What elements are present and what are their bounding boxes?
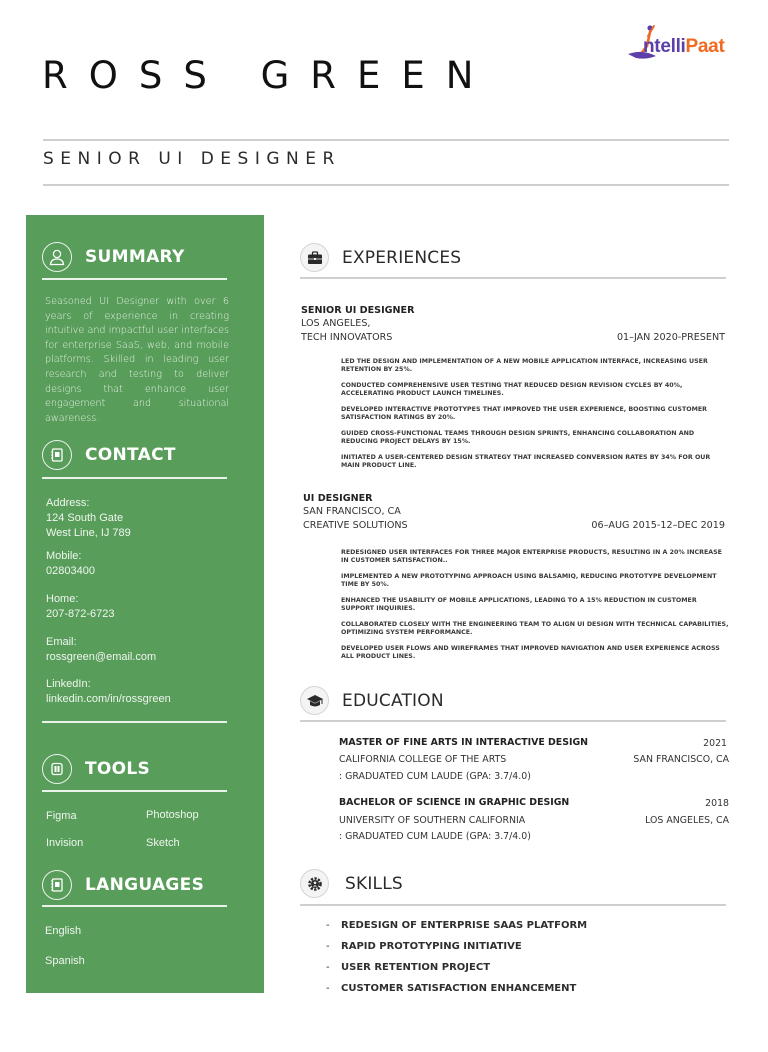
contact-title: CONTACT bbox=[85, 445, 176, 465]
tools-icon bbox=[42, 754, 72, 784]
address-label: Address: bbox=[46, 497, 90, 509]
tool-item: Figma bbox=[46, 810, 77, 822]
achievement-item: INITIATED A USER-CENTERED DESIGN STRATEGY THAT INCREASED CONVERSION RATES BY 34% FOR OUR MAIN PRODUCT LINE. bbox=[341, 454, 711, 470]
candidate-name: ROSS GREEN bbox=[42, 54, 495, 97]
achievement-item: CONDUCTED COMPREHENSIVE USER TESTING THAT REDUCED DESIGN REVISION CYCLES BY 40%, ACCELERATING PRODUCT LAUNCH TIMELINES. bbox=[341, 382, 683, 398]
tools-title: TOOLS bbox=[85, 759, 151, 779]
home-label: Home: bbox=[46, 593, 79, 605]
contact-email bbox=[46, 635, 156, 665]
education-1-school: CALIFORNIA COLLEGE OF THE ARTS bbox=[339, 754, 507, 765]
logo-text bbox=[643, 36, 724, 58]
skill-bullet: - bbox=[326, 941, 330, 952]
job-2-achievements bbox=[341, 549, 731, 669]
summary-divider bbox=[42, 278, 227, 280]
header-divider-top bbox=[43, 139, 729, 141]
achievement-item: REDESIGNED USER INTERFACES FOR THREE MAJOR ENTERPRISE PRODUCTS, RESULTING IN A 20% INCREASE IN CUSTOMER SATISFACTION.. bbox=[341, 549, 722, 565]
achievement-item: GUIDED CROSS-FUNCTIONAL TEAMS THROUGH DESIGN SPRINTS, ENHANCING COLLABORATION AND REDUCING PROJECT DELAYS BY 15%. bbox=[341, 430, 695, 446]
job-2-location: SAN FRANCISCO, CA bbox=[303, 506, 401, 517]
job-1-company: TECH INNOVATORS bbox=[301, 332, 393, 343]
sidebar bbox=[26, 215, 264, 993]
job-1-title: SENIOR UI DESIGNER bbox=[301, 305, 415, 316]
education-2-year: 2018 bbox=[705, 798, 729, 809]
contact-address bbox=[46, 496, 131, 541]
linkedin-label: LinkedIn: bbox=[46, 678, 91, 690]
linkedin-value[interactable]: linkedin.com/in/rossgreen bbox=[46, 693, 171, 705]
skills-heading bbox=[300, 869, 403, 898]
education-2-degree: BACHELOR OF SCIENCE IN GRAPHIC DESIGN bbox=[339, 797, 570, 808]
skill-label: USER RETENTION PROJECT bbox=[341, 962, 491, 973]
job-title-heading: SENIOR UI DESIGNER bbox=[43, 149, 341, 169]
mobile-label: Mobile: bbox=[46, 550, 82, 562]
logo-text-paat: Paat bbox=[685, 36, 725, 57]
address-book-icon bbox=[42, 440, 72, 470]
achievement-item: DEVELOPED USER FLOWS AND WIREFRAMES THAT IMPROVED NAVIGATION AND USER EXPERIENCE ACROSS ALL PRODUCT LINES. bbox=[341, 645, 720, 661]
logo-text-intelli: ntelli bbox=[643, 36, 686, 57]
contact-home bbox=[46, 592, 115, 622]
email-label: Email: bbox=[46, 636, 77, 648]
skills-title: SKILLS bbox=[345, 873, 403, 894]
header-divider-bottom bbox=[43, 184, 729, 186]
education-1-note: : GRADUATED CUM LAUDE (GPA: 3.7/4.0) bbox=[339, 771, 531, 782]
address-line-2: West Line, IJ 789 bbox=[46, 527, 131, 539]
education-heading bbox=[300, 686, 444, 715]
languages-heading bbox=[42, 870, 204, 900]
address-line-1: 124 South Gate bbox=[46, 512, 124, 524]
experiences-heading bbox=[300, 243, 461, 272]
contact-linkedin bbox=[46, 677, 171, 707]
contact-bottom-divider bbox=[42, 721, 227, 723]
skill-item bbox=[326, 983, 576, 994]
languages-divider bbox=[42, 905, 227, 907]
job-1-achievements bbox=[341, 358, 731, 478]
education-1-degree: MASTER OF FINE ARTS IN INTERACTIVE DESIGN bbox=[339, 737, 588, 748]
job-1-location: LOS ANGELES, bbox=[301, 318, 371, 329]
achievement-item: COLLABORATED CLOSELY WITH THE ENGINEERING TEAM TO ALIGN UI DESIGN WITH TECHNICAL CAPABILITIES, OPTIMIZING SYSTEM PERFORMANCE. bbox=[341, 621, 729, 637]
job-2-company: CREATIVE SOLUTIONS bbox=[303, 520, 408, 531]
graduation-cap-icon bbox=[300, 686, 329, 715]
tool-item: Photoshop bbox=[146, 809, 199, 821]
summary-text: Seasoned UI Designer with over 6 years of experience in creating intuitive and impactful user interfaces for enterprise SaaS, web, and mobile platforms. Skilled in leading user research and testing to deliver designs that enhance user engagement and situational awareness. bbox=[45, 296, 229, 424]
skill-label: REDESIGN OF ENTERPRISE SAAS PLATFORM bbox=[341, 920, 588, 931]
job-2-dates: 06–AUG 2015-12–DEC 2019 bbox=[591, 520, 725, 531]
education-2-location: LOS ANGELES, CA bbox=[645, 815, 729, 826]
skill-label: RAPID PROTOTYPING INITIATIVE bbox=[341, 941, 522, 952]
achievement-item: IMPLEMENTED A NEW PROTOTYPING APPROACH USING BALSAMIQ, REDUCING PROTOTYPE DEVELOPMENT TIME BY 50%. bbox=[341, 573, 717, 589]
gear-user-icon bbox=[300, 869, 329, 898]
home-value: 207-872-6723 bbox=[46, 608, 115, 620]
summary-title: SUMMARY bbox=[85, 247, 185, 267]
skill-item bbox=[326, 920, 587, 931]
education-1-year: 2021 bbox=[703, 738, 727, 749]
language-item: Spanish bbox=[45, 955, 85, 967]
intellipaat-logo bbox=[626, 22, 756, 64]
skill-item bbox=[326, 941, 522, 952]
achievement-item: LED THE DESIGN AND IMPLEMENTATION OF A NEW MOBILE APPLICATION INTERFACE, INCREASING USER RETENTION BY 25%. bbox=[341, 358, 708, 374]
education-1-location: SAN FRANCISCO, CA bbox=[633, 754, 729, 765]
language-book-icon bbox=[42, 870, 72, 900]
skill-bullet: - bbox=[326, 983, 330, 994]
tools-heading bbox=[42, 754, 150, 784]
education-title: EDUCATION bbox=[342, 690, 444, 711]
user-icon bbox=[42, 242, 72, 272]
tool-item: Sketch bbox=[146, 837, 180, 849]
achievement-item: ENHANCED THE USABILITY OF MOBILE APPLICATIONS, LEADING TO A 15% REDUCTION IN CUSTOMER SUPPORT INQUIRIES. bbox=[341, 597, 697, 613]
skills-divider bbox=[300, 904, 726, 906]
tool-item: Invision bbox=[46, 837, 84, 849]
briefcase-icon bbox=[300, 243, 329, 272]
skill-label: CUSTOMER SATISFACTION ENHANCEMENT bbox=[341, 983, 577, 994]
achievement-item: DEVELOPED INTERACTIVE PROTOTYPES THAT IMPROVED THE USER EXPERIENCE, BOOSTING CUSTOMER SATISFACTION RATINGS BY 20%. bbox=[341, 406, 708, 422]
tools-divider bbox=[42, 790, 227, 792]
contact-heading bbox=[42, 440, 176, 470]
email-value[interactable]: rossgreen@email.com bbox=[46, 651, 157, 663]
skill-bullet: - bbox=[326, 920, 330, 931]
mobile-value: 02803400 bbox=[46, 565, 95, 577]
language-item: English bbox=[45, 925, 82, 937]
job-2-title: UI DESIGNER bbox=[303, 493, 373, 504]
job-1-dates: 01–JAN 2020-PRESENT bbox=[616, 332, 725, 343]
skill-bullet: - bbox=[326, 962, 330, 973]
experiences-divider bbox=[300, 277, 726, 279]
skill-item bbox=[326, 962, 490, 973]
summary-heading bbox=[42, 242, 185, 272]
education-divider bbox=[300, 720, 726, 722]
contact-divider bbox=[42, 477, 227, 479]
experiences-title: EXPERIENCES bbox=[342, 247, 462, 268]
contact-mobile bbox=[46, 549, 95, 579]
education-2-note: : GRADUATED CUM LAUDE (GPA: 3.7/4.0) bbox=[339, 831, 531, 842]
education-2-school: UNIVERSITY OF SOUTHERN CALIFORNIA bbox=[339, 815, 526, 826]
languages-title: LANGUAGES bbox=[85, 875, 205, 895]
